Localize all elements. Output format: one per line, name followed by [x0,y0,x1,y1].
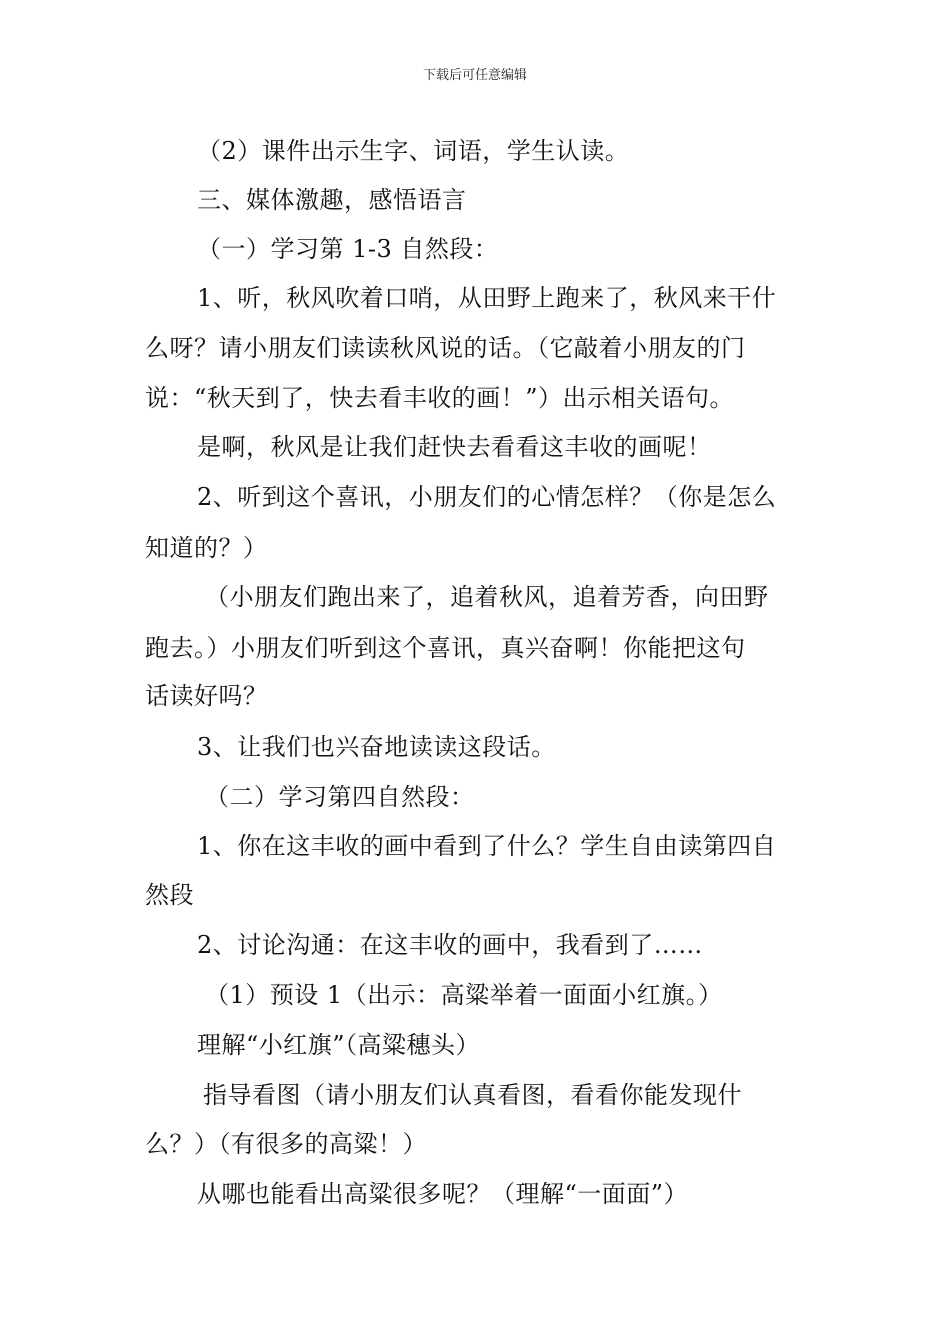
text-line: 1、听，秋风吹着口哨，从田野上跑来了，秋风来干什 [197,284,777,312]
text-line: 说：“秋天到了，快去看丰收的画！”）出示相关语句。 [145,384,735,412]
text-line: （二）学习第四自然段： [205,783,475,811]
text-line: 么？）（有很多的高粱！） [145,1130,427,1158]
text-line: 从哪也能看出高粱很多呢？（理解“一面面”） [197,1180,689,1208]
text-line: 么呀？请小朋友们读读秋风说的话。（它敲着小朋友的门 [145,334,746,362]
text-line: 跑去。）小朋友们听到这个喜讯，真兴奋啊！你能把这句 [145,634,746,662]
text-line: 2、讨论沟通：在这丰收的画中，我看到了…… [197,931,703,959]
text-line: 是啊，秋风是让我们赶快去看看这丰收的画呢！ [197,433,712,461]
text-line: （小朋友们跑出来了，追着秋风，追着芳香，向田野 [205,583,769,611]
text-line: 理解“小红旗”（高粱穗头） [197,1031,481,1059]
page-header: 下载后可任意编辑 [422,68,527,83]
text-line: 1、你在这丰收的画中看到了什么？学生自由读第四自 [197,832,777,860]
text-line: 三、媒体激趣，感悟语言 [197,186,467,214]
text-line: 指导看图（请小朋友们认真看图，看看你能发现什 [203,1081,742,1109]
text-line: 2、听到这个喜讯，小朋友们的心情怎样？（你是怎么 [197,483,777,511]
text-line: （2）课件出示生字、词语，学生认读。 [197,137,630,165]
text-line: 知道的？） [145,534,268,562]
text-line: 3、让我们也兴奋地读读这段话。 [197,733,556,761]
text-line: （1）预设 1（出示：高粱举着一面面小红旗。） [205,981,723,1009]
text-line: （一）学习第 1-3 自然段： [197,235,499,263]
text-line: 然段 [145,881,194,909]
text-line: 话读好吗？ [145,682,268,710]
